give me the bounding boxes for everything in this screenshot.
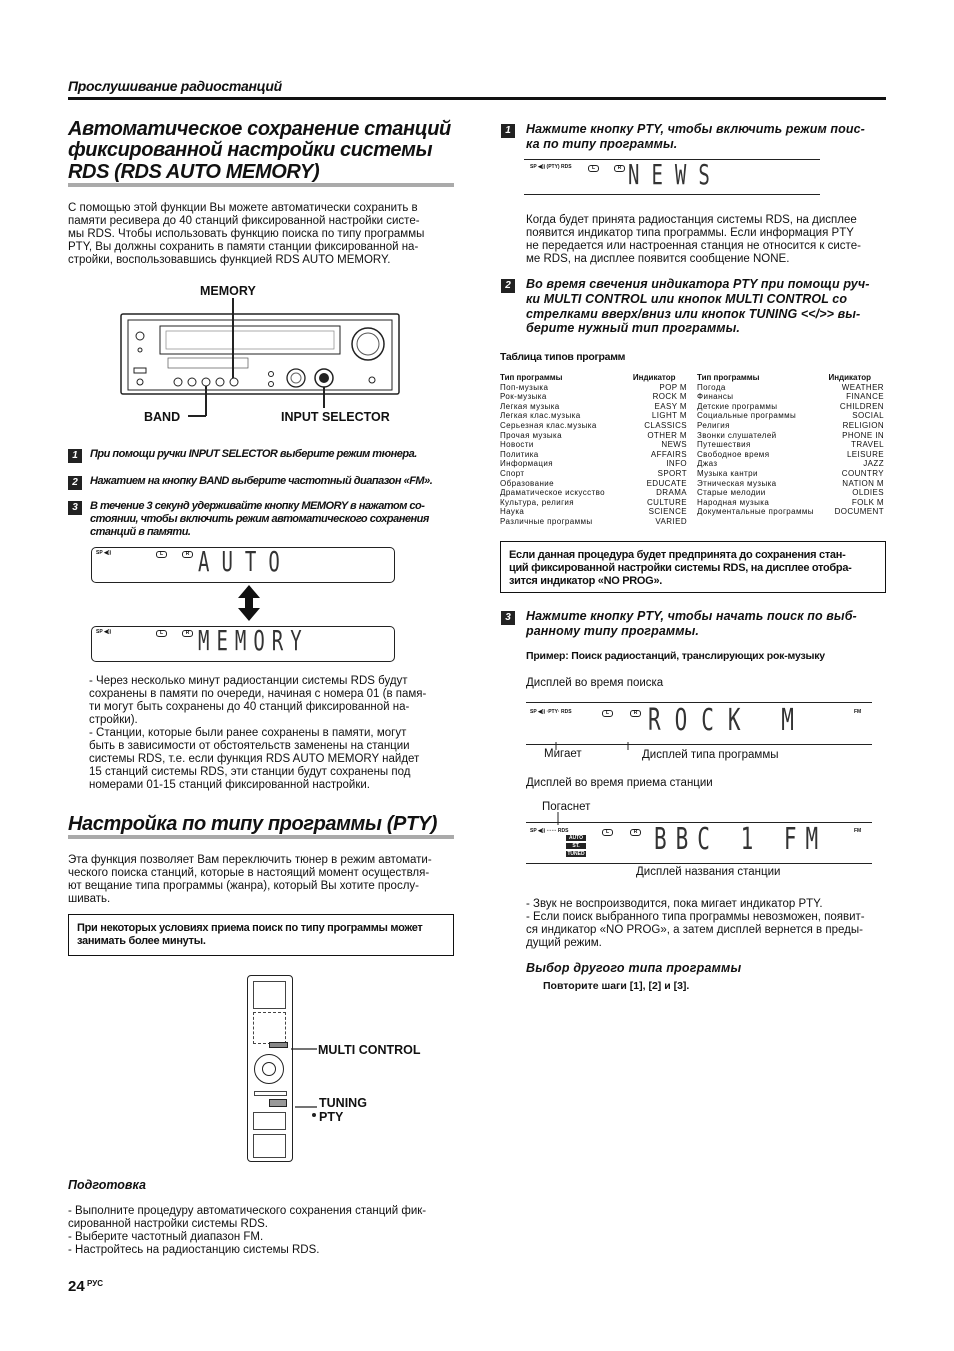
pty-table-row [500,498,687,508]
r-step-2-text: Во время свечения индикатора PTY при помощи руч- ки MULTI CONTROL или кнопок MULTI CONTROL со стрелками вверх/вниз или кнопок TUNING <</>> вы- берите нужный тип программы. [526,277,870,336]
pty-type-name: Рок-музыка [500,392,547,402]
preparation-title: Подготовка [68,1178,146,1192]
pty-type-name: Легкая музыка [500,401,560,411]
pty-indicator: EASY M [654,401,687,411]
preparation-list: - Выполните процедуру автоматического сохранения станций фик- сированной настройки системы RDS. - Выберите частотный диапазон FM. - Настройтесь на радиостанцию системы RDS. [68,1205,427,1256]
pty-indicator: WEATHER [841,382,884,392]
rds-auto-memory-title: Автоматическое сохранение станций фиксированной настройки системы RDS (RDS AUTO MEMORY) [68,118,451,183]
pty-table-row [500,488,687,498]
receiver-front-panel [118,298,408,418]
pty-table-row [697,459,884,469]
search-display-label: Дисплей во время поиска [526,677,664,689]
pty-table-row [697,402,884,412]
multi-control-label: MULTI CONTROL [318,1043,421,1057]
pty-type-name: Спорт [500,468,525,478]
r-step-3-text: Нажмите кнопку PTY, чтобы начать поиск по выб- ранному типу программы. [526,609,857,638]
r-step-1-description: Когда будет принята радиостанция системы RDS, на дисплее появится индикатор типа программы. Если информация PTY не передается или настроенная станция не относится к систе- ме RDS, на дисплее появится сообщение NONE. [526,214,861,265]
pty-indicator: FINANCE [846,392,884,402]
pty-indicator: CLASSICS [644,420,687,430]
pty-indicator: OTHER M [647,430,687,440]
pty-table-row [500,450,687,460]
reception-display-label: Дисплей во время приема станции [526,777,713,789]
other-type-text: Повторите шаги [1], [2] и [3]. [543,980,690,992]
pty-type-name: Информация [500,459,553,469]
pty-indicator: TRAVEL [851,440,884,450]
pty-indicator: ROCK M [652,392,687,402]
lcd-news-text: NEWS [628,159,722,192]
title-rule [68,183,454,187]
pty-intro: Эта функция позволяет Вам переключить тюнер в режим автомати- ческого поиска станций, которые в настоящий момент осуществля- ют вещание типа программы (жанра), который Вы хотите прослу- шивать. [68,854,432,905]
pty-indicator: RELIGION [842,420,884,430]
pty-indicator: DRAMA [656,488,687,498]
example-text: Пример: Поиск радиостанций, транслирующих рок-музыку [526,650,825,662]
pty-table-row [697,498,884,508]
step-3-text: В течение 3 секунд удерживайте кнопку MEMORY в нажатом со- стоянии, чтобы включить режим автоматического сохранения станций в памяти. [90,500,429,539]
pty-type-name: Музыка кантри [697,468,758,478]
pty-table-row [500,517,687,527]
page-number: 24 [68,1278,85,1295]
pty-indicator: LIGHT M [651,411,687,421]
auto-memory-notes: - Через несколько минут радиостанции системы RDS будут сохранены в памяти по очереди, начиная с номера 01 (в памя- ти могут быть сохранены до 40 станций фиксированной на- стройки). - Станции, которые были ранее сохранены в памяти, могут быть в зависимости от обстоятельств заменены на станции системы RDS, т.е. если функция RDS AUTO MEMORY найдет 15 станций системы RDS, эти станции будут сохранены под номерами 01-15 станций фиксированной настройки. [89,675,427,791]
pty-type-name: Различные программы [500,516,593,526]
pty-indicator: NEWS [661,440,687,450]
pty-indicator: NATION M [842,478,884,488]
r-step-1-text: Нажмите кнопку PTY, чтобы включить режим поис- ка по типу программы. [526,122,865,151]
no-prog-note-box: Если данная процедура будет предпринята до сохранения стан- ций фиксированной настройки системы RDS, на дисплее отобра- зится индикатор «NO PROG». [500,541,886,593]
pty-type-name: Этническая музыка [697,478,777,488]
pty-table-row [697,411,884,421]
pty-type-name: Детские программы [697,401,778,411]
pty-table-row [697,383,884,393]
r-step-1-badge: 1 [501,124,515,138]
pty-label: PTY [319,1110,344,1124]
pty-type-name: Наука [500,507,525,517]
lcd-memory-display: SP ◀)) L R MEMORY [91,626,395,662]
pty-type-name: Религия [697,420,730,430]
pty-type-name: Финансы [697,392,734,402]
program-type-display-label: Дисплей типа программы [642,749,779,761]
pty-type-name: Серьезная клас.музыка [500,420,597,430]
pty-table-row [500,431,687,441]
pty-table-row [697,392,884,402]
pty-table-left: Тип программы Индикатор Поп-музыка POP M Рок-музыка ROCK M Легкая музыка EASY M Легкая клас.музыка LIGHT M Серьезная клас.музыка CLASSICS Прочая музыка OTHER M Новости NEWS Политика AFFAIRS Информация INFO Спорт SPORT Образование EDUCATE Драматическое искусство DRAMA Культура, религия CULTURE Наука SCIENCE Различные программы VARIED [500,373,687,526]
pty-indicator: FOLK M [851,497,884,507]
pty-table-row [500,392,687,402]
r-step-2-badge: 2 [501,279,515,293]
header-rule [68,97,886,100]
blinks-label: Мигает [544,748,582,760]
end-notes: - Звук не воспроизводится, пока мигает индикатор PTY. - Если поиск выбранного типа программы невозможен, появит- ся индикатор «NO PROG», а затем дисплей вернется в преды- дущий режим. [526,898,865,949]
step-1-text: При помощи ручки INPUT SELECTOR выберите режим тюнера. [90,448,417,460]
lcd-news-display: SP ◀)) (PTY) RDS L R NEWS [524,159,820,195]
pty-type-name: Драматическое искусство [500,488,605,498]
other-type-title: Выбор другого типа программы [526,961,742,975]
pty-indicator: SPORT [657,468,687,478]
intro-paragraph: С помощью этой функции Вы можете автоматически сохранить в памяти ресивера до 40 станций фиксированной настройки систе- мы RDS. Чтобы использовать функцию поиска по типу программы PTY, Вы должны сохранить в памяти станции фиксированной на- стройки, воспользовавшись функцией RDS AUTO MEMORY. [68,202,425,266]
pty-title: Настройка по типу программы (PTY) [68,813,437,835]
r-step-3-badge: 3 [501,611,515,625]
pty-table-row [500,507,687,517]
pty-indicator: COUNTRY [841,468,884,478]
pty-type-name: Культура, религия [500,497,574,507]
pty-table-row [500,402,687,412]
lcd-bbc-display: SP ◀)) ⋯⋯ RDS AUTO ST. TUNED L R BBC 1 FM FM [526,822,872,864]
pty-indicator: INFO [666,459,687,469]
lcd-auto-text: AUTO [198,546,292,579]
step-1-badge: 1 [68,449,82,463]
pty-warning-box: При некоторых условиях приема поиск по типу программы может занимать более минуты. [68,914,454,956]
pty-indicator: SCIENCE [648,507,687,517]
pty-title-rule [68,835,454,839]
step-2-badge: 2 [68,476,82,490]
pty-table-row [500,383,687,393]
pty-type-name: Народная музыка [697,497,770,507]
pty-table-row [697,469,884,479]
pty-indicator: POP M [659,382,687,392]
pty-type-name: Старые мелодии [697,488,766,498]
memory-label: MEMORY [200,284,256,298]
pty-indicator: JAZZ [863,459,884,469]
pty-indicator: SOCIAL [852,411,884,421]
pty-type-name: Документальные программы [697,507,814,517]
pty-type-name: Звонки слушателей [697,430,777,440]
pty-table-row [500,421,687,431]
section-header: Прослушивание радиостанций [68,78,282,94]
pty-table-right: Тип программы Индикатор Погода WEATHER Финансы FINANCE Детские программы CHILDREN Социальные программы SOCIAL Религия RELIGION Звонки слушателей PHONE IN Путешествия TRAVEL Свободное время LEISURE Джаз JAZZ Музыка кантри COUNTRY Этническая музыка NATION M Старые мелодии OLDIES Народная музыка FOLK M Документальные программы DOCUMENT [697,373,884,517]
pty-type-name: Образование [500,478,554,488]
pty-table-row [697,440,884,450]
pty-type-name: Социальные программы [697,411,797,421]
goes-out-callout-line [555,812,561,826]
pty-table-row [500,440,687,450]
step-2-text: Нажатием на кнопку BAND выберите частотный диапазон «FM». [90,475,433,487]
pty-table-row [697,488,884,498]
tuning-label: TUNING [319,1096,367,1110]
pty-indicator: CULTURE [647,497,687,507]
lcd-bbc-text: BBC 1 FM [654,821,828,857]
pty-type-name: Политика [500,449,539,459]
step-3-badge: 3 [68,501,82,515]
pty-table-row [697,421,884,431]
pty-indicator: OLDIES [852,488,884,498]
pty-table-row [697,479,884,489]
lcd-memory-text: MEMORY [198,625,309,658]
page-lang: РУС [87,1279,103,1288]
lcd-auto-display: SP ◀)) L R AUTO [91,547,395,583]
lcd-rock-text: ROCK M [648,702,808,738]
station-name-display-label: Дисплей названия станции [636,866,781,878]
double-arrow-icon [238,585,260,621]
pty-table-row [500,469,687,479]
pty-type-name: Свободное время [697,449,770,459]
pty-table-row [500,459,687,469]
band-label: BAND [144,410,181,424]
pty-indicator: DOCUMENT [834,507,884,517]
pty-type-name: Джаз [697,459,718,469]
pty-indicator: EDUCATE [646,478,687,488]
lcd-rock-display: SP ◀)) ·PTY· RDS L R ROCK M FM [526,702,872,745]
pty-indicator: VARIED [655,516,687,526]
remote-callouts [285,1044,319,1120]
input-selector-label: INPUT SELECTOR [281,410,390,424]
pty-type-name: Поп-музыка [500,382,549,392]
goes-out-label: Погаснет [542,801,591,813]
pty-indicator: AFFAIRS [650,449,687,459]
pty-table-row [500,411,687,421]
pty-type-name: Путешествия [697,440,751,450]
pty-type-name: Прочая музыка [500,430,562,440]
pty-table-row [697,450,884,460]
pty-table-row [697,507,884,517]
pty-type-name: Легкая клас.музыка [500,411,581,421]
pty-type-name: Новости [500,440,534,450]
pty-type-name: Погода [697,382,726,392]
pty-table-row [500,479,687,489]
pty-indicator: CHILDREN [839,401,884,411]
pty-table-row [697,431,884,441]
pty-indicator: LEISURE [846,449,884,459]
pty-indicator: PHONE IN [842,430,884,440]
pty-table-title: Таблица типов программ [500,351,626,363]
